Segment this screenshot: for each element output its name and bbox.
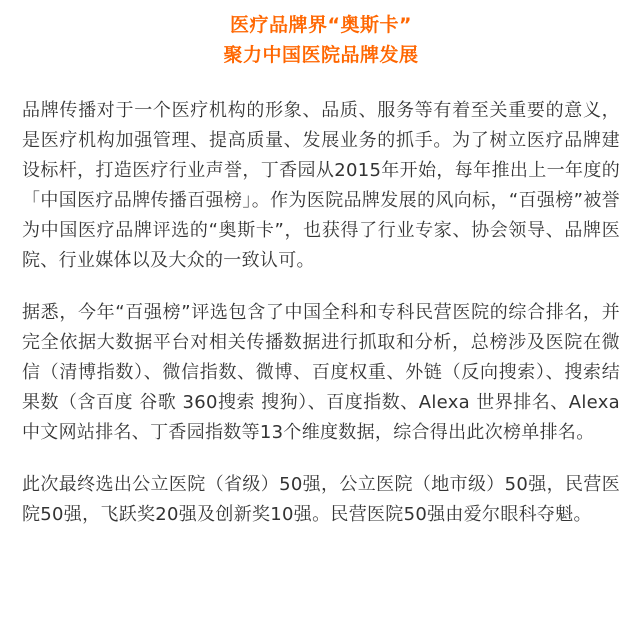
article-header [22, 0, 620, 70]
headline-line-1: 医疗品牌界“奥斯卡” [230, 14, 412, 36]
headline-line-2: 聚力中国医院品牌发展 [223, 44, 419, 66]
paragraph-results: 此次最终选出公立医院（省级）50强，公立医院（地市级）50强，民营医院50强，飞跃奖20强及创新奖10强。民营医院50强由爱尔眼科夺魁。 [22, 474, 620, 525]
paragraph-brand-intro: 品牌传播对于一个医疗机构的形象、品质、服务等有着至关重要的意义，是医疗机构加强管理、提高质量、发展业务的抓手。为了树立医疗品牌建设标杆，打造医疗行业声誉，丁香园从2015年开始，每年推出上一年度的「中国医疗品牌传播百强榜」。作为医院品牌发展的风向标，“百强榜”被誉为中国医疗品牌评选的“奥斯卡”，也获得了行业专家、协会领导、品牌医院、行业媒体以及大众的一致认可。 [22, 100, 620, 271]
paragraph-ranking-method: 据悉，今年“百强榜”评选包含了中国全科和专科民营医院的综合排名，并完全依据大数据平台对相关传播数据进行抓取和分析，总榜涉及医院在微信（清博指数）、微信指数、微博、百度权重、外链（反向搜索）、搜索结果数（含百度 谷歌 360搜索 搜狗）、百度指数、Alexa 世界排名、Alexa 中文网站排名、丁香园指数等13个维度数据，综合得出此次榜单排名。 [22, 302, 620, 443]
